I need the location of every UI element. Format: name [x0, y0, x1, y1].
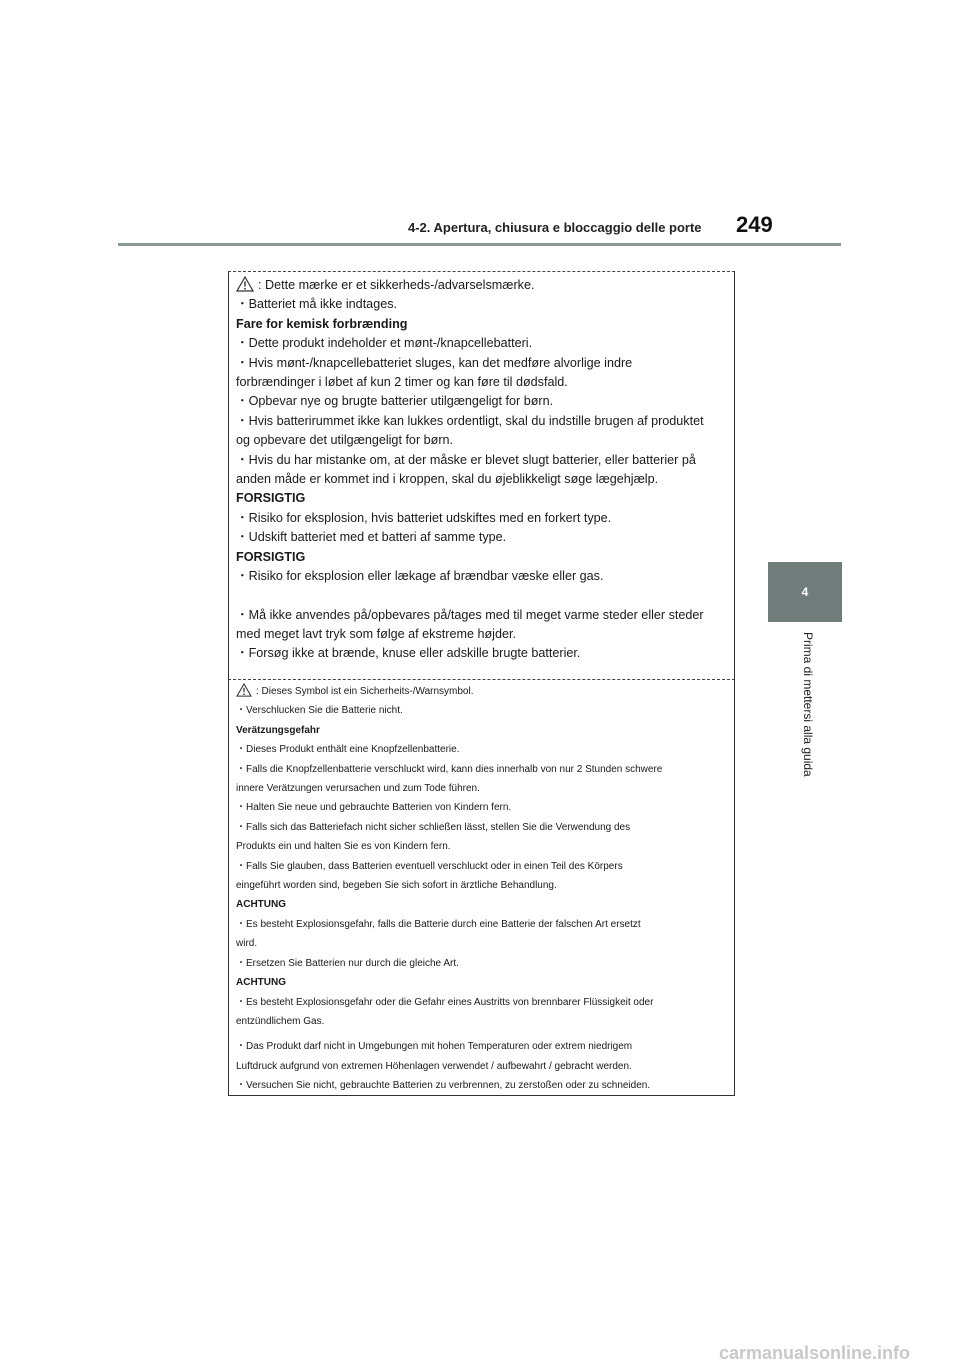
german-line: ・Versuchen Sie nicht, gebrauchte Batterien zu verbrennen, zu zerstoßen oder zu schneiden.: [236, 1080, 651, 1092]
danish-warning-box: [228, 271, 735, 680]
section-title: 4-2. Apertura, chiusura e bloccaggio delle porte: [408, 220, 702, 235]
german-heading: Verätzungsgefahr: [236, 724, 320, 736]
danish-line: ・Opbevar nye og brugte batterier utilgængeligt for børn.: [236, 394, 554, 409]
german-heading: ACHTUNG: [236, 977, 286, 989]
danish-line: forbrændinger i løbet af kun 2 timer og kan føre til dødsfald.: [236, 375, 568, 390]
chapter-number: 4: [801, 585, 809, 599]
german-line: ・Falls die Knopfzellenbatterie verschluckt wird, kann dies innerhalb von nur 2 Stunden schwere: [236, 763, 663, 775]
german-symbol-line: : Dieses Symbol ist ein Sicherheits-/Warnsymbol.: [236, 682, 727, 701]
german-line: ・Es besteht Explosionsgefahr oder die Gefahr eines Austritts von brennbarer Flüssigkeit oder: [236, 996, 654, 1008]
german-line: innere Verätzungen verursachen und zum Tode führen.: [236, 783, 480, 795]
danish-line: ・Udskift batteriet med et batteri af samme type.: [236, 530, 507, 545]
german-line: ・Das Produkt darf nicht in Umgebungen mit hohen Temperaturen oder extrem niedrigem: [236, 1041, 633, 1053]
watermark: carmanualsonline.info: [719, 1343, 911, 1363]
danish-heading: FORSIGTIG: [236, 549, 306, 564]
danish-symbol-line: : Dette mærke er et sikkerheds-/advarselsmærke.: [236, 276, 727, 295]
german-line: ・Falls sich das Batteriefach nicht sicher schließen lässt, stellen Sie die Verwendung des: [236, 821, 631, 833]
page-number: 249: [736, 212, 773, 237]
german-line: Produkts ein und halten Sie es von Kindern fern.: [236, 841, 451, 853]
chapter-title: Prima di mettersi alla guida: [801, 632, 815, 777]
danish-line: ・Batteriet må ikke indtages.: [236, 297, 397, 312]
german-line: wird.: [236, 938, 258, 950]
danish-line: og opbevare det utilgængeligt for børn.: [236, 433, 454, 448]
chapter-tab: [768, 562, 842, 622]
german-line: ・Dieses Produkt enthält eine Knopfzellenbatterie.: [236, 744, 460, 756]
warning-triangle-icon: [236, 276, 254, 292]
german-line: ・Es besteht Explosionsgefahr, falls die Batterie durch eine Batterie der falschen Art ersetzt: [236, 918, 641, 930]
danish-heading: FORSIGTIG: [236, 491, 306, 506]
danish-line: ・Hvis batterirummet ikke kan lukkes ordentligt, skal du indstille brugen af produktet: [236, 413, 704, 428]
german-line: ・Ersetzen Sie Batterien nur durch die gleiche Art.: [236, 957, 459, 969]
danish-line: ・Forsøg ikke at brænde, knuse eller adskille brugte batterier.: [236, 646, 581, 661]
german-warning-text: [236, 682, 727, 1096]
danish-line: ・Må ikke anvendes på/opbevares på/tages med til meget varme steder eller steder: [236, 607, 704, 622]
danish-line: ・Risiko for eksplosion eller lækage af brændbar væske eller gas.: [236, 569, 604, 584]
danish-heading: Fare for kemisk forbrænding: [236, 316, 408, 331]
danish-line: anden måde er kommet ind i kroppen, skal du øjeblikkeligt søge lægehjælp.: [236, 472, 659, 487]
german-line: ・Falls Sie glauben, dass Batterien eventuell verschluckt oder in einen Teil des Körpers: [236, 860, 623, 872]
german-heading: ACHTUNG: [236, 899, 286, 911]
header-rule: [118, 243, 841, 246]
warning-triangle-icon: [236, 683, 252, 697]
german-line: entzündlichem Gas.: [236, 1015, 325, 1027]
danish-line: ・Dette produkt indeholder et mønt-/knapcellebatteri.: [236, 336, 533, 351]
danish-line: ・Risiko for eksplosion, hvis batteriet udskiftes med en forkert type.: [236, 510, 612, 525]
german-warning-box: [228, 678, 735, 1096]
danish-line: med meget lavt tryk som følge af ekstreme højder.: [236, 626, 516, 641]
german-line: Luftdruck aufgrund von extremen Höhenlagen verwendet / aufbewahrt / gebracht werden.: [236, 1060, 632, 1072]
german-line: eingeführt worden sind, begeben Sie sich sofort in ärztliche Behandlung.: [236, 880, 557, 892]
danish-line: ・Hvis mønt-/knapcellebatteriet sluges, kan det medføre alvorlige indre: [236, 355, 633, 370]
danish-line: ・Hvis du har mistanke om, at der måske er blevet slugt batterier, eller batterier på: [236, 452, 696, 467]
german-line: ・Verschlucken Sie die Batterie nicht.: [236, 705, 403, 717]
german-line: ・Halten Sie neue und gebrauchte Batterien von Kindern fern.: [236, 802, 512, 814]
danish-warning-text: [236, 276, 727, 664]
